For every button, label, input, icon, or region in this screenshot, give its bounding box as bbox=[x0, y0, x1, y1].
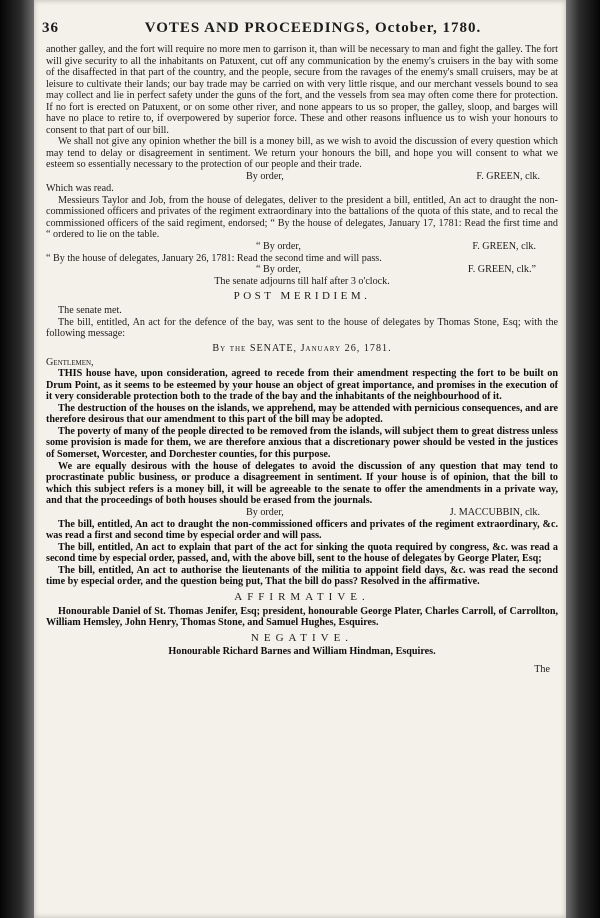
page-body bbox=[46, 44, 558, 675]
affirmative-voters: Honourable Daniel of St. Thomas Jenifer, Esq; president, honourable George Plater, Charles Carroll, of Carrollton, William Hemsley, John Henry, Thomas Stone, and Samuel Hughes, Esquires. bbox=[46, 605, 558, 629]
paragraph: We shall not give any opinion whether the bill is a money bill, as we wish to avoid the discussion of every question which may tend to delay or disagreement in sentiment. We return your honours the bill, and hope you will consent to what we esteem so essentially necessary to the protection of our people and their trade. bbox=[46, 136, 558, 171]
page-header bbox=[42, 20, 558, 42]
signature-line bbox=[46, 241, 558, 253]
section-heading-affirmative: AFFIRMATIVE. bbox=[234, 590, 370, 603]
paragraph: The poverty of many of the people directed to be removed from the islands, will subject them to great distress unless some provision is made for them, we are therefore anxious that a discretionary power should be vested in the justices of Somerset, Worcester, and Dorchester counties, for this purpose. bbox=[46, 425, 558, 460]
signature-clerk: F. GREEN, clk. bbox=[472, 240, 536, 252]
scan-border-left bbox=[0, 0, 34, 918]
paragraph: The bill, entitled, An act to authorise the lieutenants of the militia to appoint field days, &c. was read the second time by especial order, and the question being put, That the bill do pass? Resolved in the affirmative. bbox=[46, 564, 558, 588]
negative-voters: Honourable Richard Barnes and William Hindman, Esquires. bbox=[168, 646, 436, 658]
signature-line bbox=[46, 507, 558, 519]
page-number: 36 bbox=[42, 20, 59, 36]
paragraph: Which was read. bbox=[46, 183, 114, 195]
adjournment-note: The senate adjourns till half after 3 o'clock. bbox=[214, 276, 390, 288]
signature-clerk: J. MACCUBBIN, clk. bbox=[449, 506, 540, 518]
signature-line bbox=[46, 264, 558, 276]
salutation: Gentlemen, bbox=[46, 356, 94, 368]
paragraph: The senate met. bbox=[58, 305, 122, 317]
signature-by-order: By order, bbox=[246, 171, 284, 183]
scan-border-right bbox=[566, 0, 600, 918]
paragraph: Messieurs Taylor and Job, from the house of delegates, deliver to the president a bill, entitled, An act to draught the non-commissioned officers and privates of the regiment extraordinary into the battalions of the quota of this state, and to recal the commissioned officers of the said regiment, endorsed; “ By the house of delegates, January 17, 1781: Read the first time and “ ordered to lie on the table. bbox=[46, 194, 558, 241]
paragraph: “ By the house of delegates, January 26, 1781: Read the second time and will pass. bbox=[46, 252, 382, 264]
paragraph: We are equally desirous with the house of delegates to avoid the discussion of any question that may tend to procrastinate public business, or produce a disagreement in sentiment. If your house is of opinion, that the bill to which this subject refers is a money bill, it will be agreeable to the senate to offer the amendments in a private way, and that the proceedings of both houses should be erased from the journals. bbox=[46, 460, 558, 507]
message-body bbox=[46, 368, 558, 658]
paragraph: another galley, and the fort will require no more men to garrison it, than will be necessary to man and fight the galley. The fort will give security to all the inhabitants on Patuxent, cut off any communication by the enemy's cruisers in the bay with some of the disaffected in that part of the country, and the people, secure from the ravages of the enemy's small cruisers, may be at leisure to cultivate their lands; our bay trade may be carried on with very little risque, and our merchant vessels bound to sea may collect and lie in perfect safety under the guns of the fort, and the vessels from sea may often come there for protection. If no fort is erected on Patuxent, or on some other river, and none appears to us so proper, the galley, sloop, and barges will have no place to retire to, if overpowered by superior force. These and other reasons influence us to wish your honours to consent to that part of our bill. bbox=[46, 44, 558, 136]
signature-clerk: F. GREEN, clk.” bbox=[467, 264, 536, 276]
paragraph: The bill, entitled, An act for the defence of the bay, was sent to the house of delegates by Thomas Stone, Esq; with the following message: bbox=[46, 316, 558, 340]
signature-clerk: F. GREEN, clk. bbox=[476, 171, 540, 183]
paragraph: The destruction of the houses on the islands, we apprehend, may be attended with pernicious consequences, and are therefore desirous that our amendment to this part of the bill may be adopted. bbox=[46, 402, 558, 426]
document-page bbox=[34, 0, 566, 918]
section-heading-post-meridiem: POST MERIDIEM. bbox=[233, 289, 371, 302]
signature-by-order: By order, bbox=[246, 506, 284, 518]
paragraph: The bill, entitled, An act to explain that part of the act for sinking the quota required by congress, &c. was read a second time by especial order, passed, and, with the above bill, sent to the house of delegates by George Plater, Esq; bbox=[46, 541, 558, 565]
signature-by-order: “ By order, bbox=[256, 240, 301, 252]
catchword: The bbox=[534, 663, 550, 675]
message-byline: By the SENATE, January 26, 1781. bbox=[212, 343, 392, 355]
paragraph: THIS house have, upon consideration, agreed to recede from their amendment respecting the fort to be built on Drum Point, as it seems to be esteemed by your house an object of great importance, and promises in the execution of it very considerable protection both to the trade of the bay and the inhabitants of the neighbourhood of it. bbox=[46, 368, 558, 403]
section-heading-negative: NEGATIVE. bbox=[250, 631, 354, 644]
signature-by-order: “ By order, bbox=[256, 264, 301, 276]
signature-line bbox=[46, 171, 558, 183]
running-title: VOTES AND PROCEEDINGS, October, 1780. bbox=[144, 20, 482, 36]
paragraph: The bill, entitled, An act to draught the non-commissioned officers and privates of the regiment extraordinary, &c. was read a first and second time by especial order and will pass. bbox=[46, 518, 558, 542]
